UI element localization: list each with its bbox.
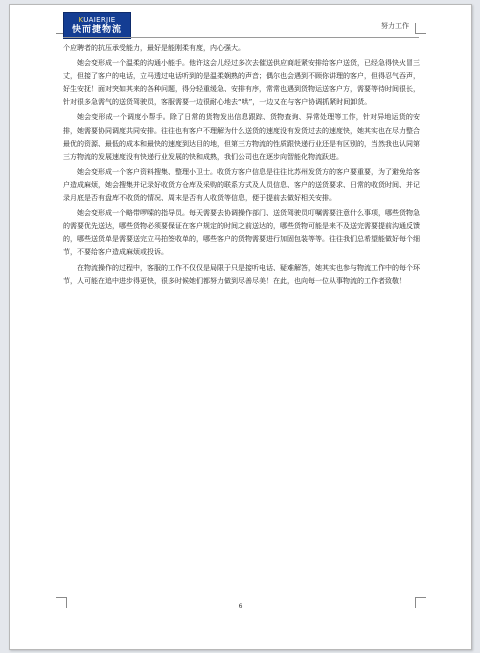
paragraph: 她会变形成一个客户资料搜集、整理小卫士。收货方客户信息是往往比苏州发货方的客户要重要，为了避免给客户造成麻烦，她会搜集并记录好收货方仓库及采购的联系方式及人员信息、客户的送货要求、日常的收货时间、并记录月底是否有盘库不收货的情况、周末是否有人收货等信息，便于提前去做好相关安排。 — [63, 167, 420, 203]
logo-chinese-text: 快而捷物流 — [71, 25, 122, 35]
paragraph: 个应聘者的抗压承受能力，最好是能刚柔有度，内心强大。 — [63, 44, 245, 52]
paragraph: 在物流操作的过程中，客服的工作不仅仅是局限于只是接听电话、疑难解答，她其实也参与物流工作中的每个环节，人可能在追中进步得更快，很多时候她们都努力做到尽善尽美！在此，也向每一位从事物流的工作者致敬！ — [63, 263, 420, 285]
company-logo — [63, 12, 131, 39]
document-page — [9, 4, 472, 650]
header-divider — [63, 37, 419, 38]
page-number: 6 — [238, 603, 243, 610]
logo-english-text: KUAIERJIE — [78, 16, 116, 24]
paragraph: 她会变形成一个略带啰嗦的指导员。每天需要去协调操作部门、送货驾驶员叮嘱需要注意什么事项，哪些货物急的需要优先送达，哪些货物必须要保证在客户规定的时间之前送达的，哪些货物可能是来不及送完需要提前沟通反馈的，哪些送货单是需要送完立马拍签收单的，哪些客户的货物需要进行加固包装等等。往往我们总希望能做好每个细节，不要给客户造成麻烦或投诉。 — [63, 209, 420, 257]
crop-mark-top-right — [415, 23, 426, 34]
header-section-label: 努力工作 — [381, 22, 409, 30]
paragraph: 她会变形成一个调度小帮手。除了日常的货物发出信息跟踪、货物查询、异常处理等工作，针对异地运货的安排，她需要协同调度共同安排。往往也有客户不理解为什么送货的速度没有发货过去的速度快，她其实也在尽力整合最优的资源、最低的成本和最快的速度到达目的地，但第三方物流的性质跟快递行业还是有区别的，当然我也认同第三方物流的发展速度没有快递行业发展的快和成熟，我们公司也在逐步向智能化物流跃进。 — [63, 113, 420, 161]
document-body — [63, 42, 420, 290]
paragraph: 她会变形成一个温柔的沟通小能手。他许这会儿经过多次去催送供应商赶紧安排给客户送货，已经急得快火冒三丈，但接了客户的电话，立马透过电话听到的是温柔娴熟的声音；偶尔也会遇到不顾你讲理的客户，但得忍气吞声，好生安抚！面对突如其来的各种问题，得分轻重缓急、安排有序，常常也遇到货物运送客户方，需要等待时间很长，针对很多急需气的送货驾驶员，客服需要一边很耐心地去“哄”，一边又在与客户协调抓紧时间卸货。 — [63, 59, 420, 107]
